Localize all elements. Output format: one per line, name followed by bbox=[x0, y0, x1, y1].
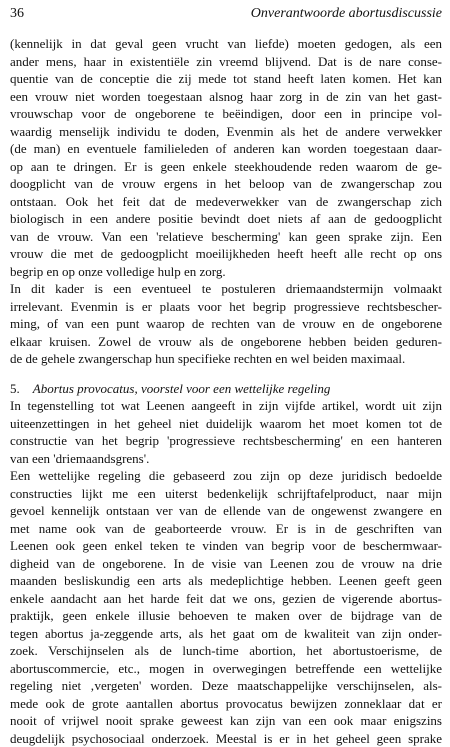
document-page bbox=[10, 0, 442, 747]
text-line: van de vrouw. Van een 'relatieve bescherming' kan geen sprake zijn. Een bbox=[10, 228, 442, 246]
text-line: ander mens, haar in existentiële zin vreemd blijvend. Dat is de nare conse- bbox=[10, 53, 442, 71]
running-title: Onverantwoorde abortusdiscussie bbox=[251, 6, 442, 22]
section-number: 5. bbox=[10, 381, 20, 396]
text-line: maanden besliskundig een arts als medeplichtige hebben. Leenen geeft geen bbox=[10, 572, 442, 590]
text-line: In tegenstelling tot wat Leenen aangeeft in zijn vijfde artikel, wordt uit zijn bbox=[10, 397, 442, 415]
text-line: regeling niet ‚vergeten' worden. Deze maatschappelijke verschijnselen, als- bbox=[10, 677, 442, 695]
text-line: enkele aandacht aan het harde feit dat we ons, gezien de vigerende abortus- bbox=[10, 590, 442, 608]
text-line: constructie van het begrip 'progressieve rechtsbescherming' en een hanteren bbox=[10, 432, 442, 450]
text-line: van een 'driemaandsgrens'. bbox=[10, 450, 442, 468]
text-line: Een wettelijke regeling die gebaseerd zou zijn op deze juridisch bedoelde bbox=[10, 467, 442, 485]
text-line: uiteenzettingen in het geheel niet duidelijk waarom het moet komen tot de bbox=[10, 415, 442, 433]
text-line: irrelevant. Evenmin is er plaats voor het begrip progressieve rechtsbescher- bbox=[10, 298, 442, 316]
body-text bbox=[10, 35, 442, 747]
text-line: waardig menselijk individu te doden, Evenmin als het de andere verwekker bbox=[10, 123, 442, 141]
paragraph bbox=[10, 397, 442, 467]
text-line: een vrouw niet worden toegestaan alsnog haar zorg in de zin van het gast- bbox=[10, 88, 442, 106]
text-line: (de man) en eventuele familieleden of anderen kan worden toegestaan daar- bbox=[10, 140, 442, 158]
text-line: deugdelijk psychosociaal onderzoek. Meestal is er in het geheel geen sprake bbox=[10, 730, 442, 747]
text-line: elkaar kruisen. Zowel de vrouw als de ongeborene hebben beiden geduren- bbox=[10, 333, 442, 351]
text-line: ming, of van een punt waarop de rechten van de vrouw en de ongeborene bbox=[10, 315, 442, 333]
paragraph bbox=[10, 280, 442, 368]
text-line: vrouwschap voor de ongeborene te beëindigen, door een in principe vol- bbox=[10, 105, 442, 123]
text-line: de de gehele zwangerschap hun specifieke rechten en wel beiden maximaal. bbox=[10, 350, 442, 368]
text-line: op aan te dringen. Er is geen enkele steekhoudende reden waarom de ge- bbox=[10, 158, 442, 176]
section-heading bbox=[10, 380, 442, 398]
text-line: abortuscommercie, etc., mogen in overwegingen betreffende een wettelijke bbox=[10, 660, 442, 678]
text-line: mede ook de grote aantallen abortus provocatus bewijzen zonneklaar dat er bbox=[10, 695, 442, 713]
text-line: Leenen ook geen enkel teken te vinden van begrip voor de beschermwaar- bbox=[10, 537, 442, 555]
text-line: ontstaan. Ook het feit dat de medeverwekker van de zwangerschap zich bbox=[10, 193, 442, 211]
text-line: biologisch in een andere positie bevindt doet niets af aan de gedoogplicht bbox=[10, 210, 442, 228]
text-line: nooit of vrijwel nooit sprake geweest kan zijn van een ook maar enigszins bbox=[10, 712, 442, 730]
page-header bbox=[10, 0, 442, 22]
text-line: vrouw die met de gedoogplicht moeilijkheden heeft heeft alle recht op ons bbox=[10, 245, 442, 263]
paragraph bbox=[10, 467, 442, 747]
text-line: begrip en op onze volledige hulp en zorg. bbox=[10, 263, 442, 281]
text-line: praktijk, geen enkele illusie behoeven te maken over de bijdrage van de bbox=[10, 607, 442, 625]
text-line: (kennelijk in dat geval geen vrucht van liefde) moeten gedogen, als een bbox=[10, 35, 442, 53]
paragraph bbox=[10, 35, 442, 280]
text-line: zoek. Verschijnselen als de lunch-time abortion, het abortustoerisme, de bbox=[10, 642, 442, 660]
text-line: tegen abortus ja-zeggende arts, als het gaat om de kwaliteit van zijn onder- bbox=[10, 625, 442, 643]
section-title: Abortus provocatus, voorstel voor een wettelijke regeling bbox=[33, 381, 331, 396]
page-number: 36 bbox=[10, 6, 24, 22]
text-line: doogplicht van de vrouw ergens in het beloop van de zwangerschap zou bbox=[10, 175, 442, 193]
text-line: quentie van de conceptie die zij mede tot stand heeft laten komen. Het kan bbox=[10, 70, 442, 88]
text-line: digheid van de ongeborene. In de visie van Leenen zou de vrouw na drie bbox=[10, 555, 442, 573]
text-line: gevoel kennelijk ontstaan ver van de ellende van de ongewenst zwangere en bbox=[10, 502, 442, 520]
text-line: In dit kader is een eventueel te postuleren driemaandstermijn volmaakt bbox=[10, 280, 442, 298]
text-line: met name ook van de geaborteerde vrouw. Er is in de geschriften van bbox=[10, 520, 442, 538]
text-line: constructies lijkt me een uiterst bedenkelijk schrijftafelproduct, naar mijn bbox=[10, 485, 442, 503]
